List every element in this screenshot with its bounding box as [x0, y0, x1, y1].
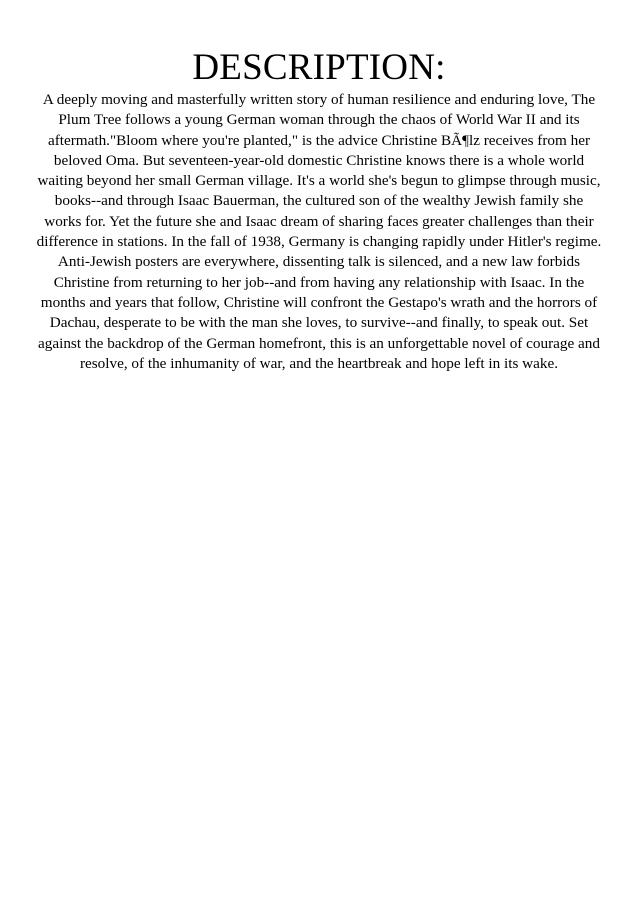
paragraph-line: A deeply moving and masterfully written story of human resilience and enduring love, The — [42, 91, 596, 108]
paragraph-line: works for. Yet the future she and Isaac dream of sharing faces greater challenges than their — [44, 212, 594, 230]
paragraph-line: resolve, of the inhumanity of war, and the heartbreak and hope left in its wake. — [79, 354, 559, 372]
paragraph-line: difference in stations. In the fall of 1938, Germany is changing rapidly under Hitler's regime. — [36, 233, 602, 251]
description-paragraph — [30, 90, 608, 374]
paragraph-line: Plum Tree follows a young German woman through the chaos of World War II and its — [58, 111, 580, 129]
paragraph-line: beloved Oma. But seventeen-year-old domestic Christine knows there is a whole world — [53, 151, 585, 169]
paragraph-line: against the backdrop of the German homefront, this is an unforgettable novel of courage and — [38, 334, 600, 352]
paragraph-line: Anti-Jewish posters are everywhere, dissenting talk is silenced, and a new law forbids — [57, 253, 581, 271]
paragraph-line: aftermath."Bloom where you're planted," is the advice Christine BÃ¶lz receives from her — [47, 131, 590, 149]
paragraph-line: months and years that follow, Christine will confront the Gestapo's wrath and the horrors of — [40, 293, 598, 311]
paragraph-line: waiting beyond her small German village. It's a world she's begun to glimpse through music, — [37, 172, 601, 190]
paragraph-line: Dachau, desperate to be with the man she loves, to survive--and finally, to speak out. Set — [49, 314, 589, 332]
paragraph-line: Christine from returning to her job--and from having any relationship with Isaac. In the — [53, 273, 585, 291]
paragraph-line: books--and through Isaac Bauerman, the cultured son of the wealthy Jewish family she — [54, 192, 584, 210]
page-title: DESCRIPTION: — [192, 47, 446, 88]
